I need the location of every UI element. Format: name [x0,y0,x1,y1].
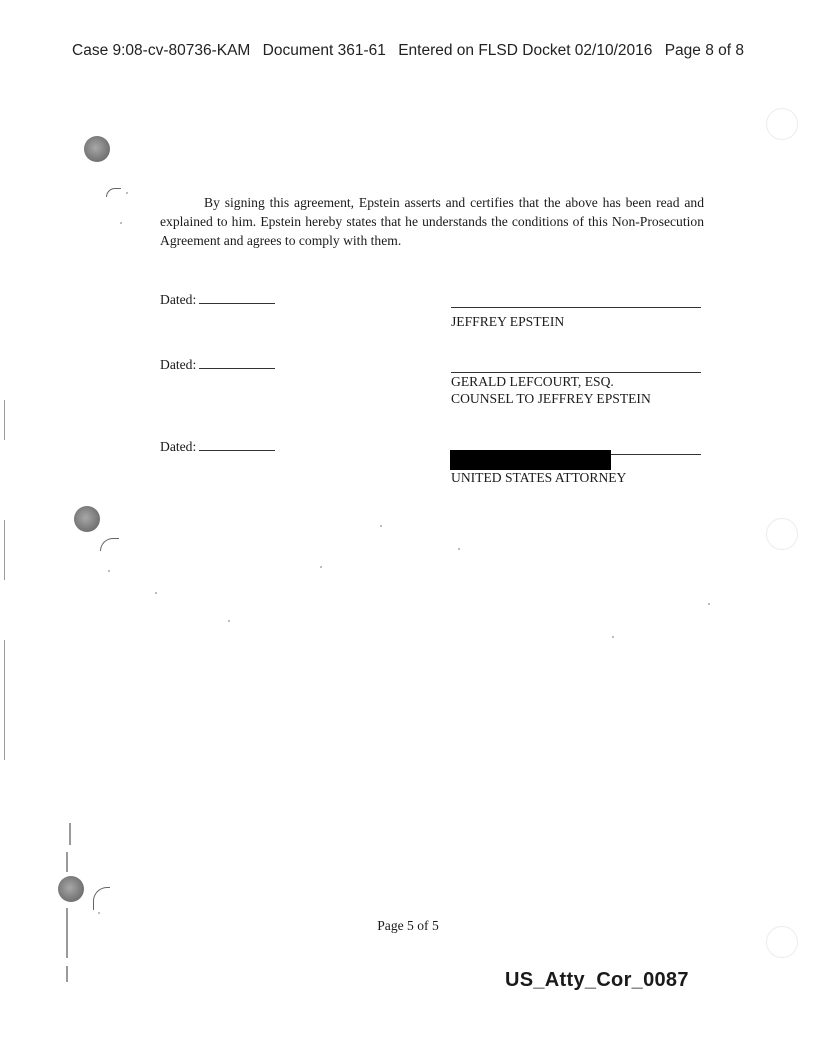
page-number: Page 5 of 5 [377,918,439,933]
scan-speck [120,222,122,224]
dated-field-3 [160,438,275,455]
punch-hole-middle [74,506,100,532]
signer-name-2: GERALD LEFCOURT, ESQ. [451,374,614,389]
docket-page-number: Page 8 of 8 [664,42,744,59]
redaction-box [450,450,611,470]
signature-line-1 [451,307,701,308]
dated-field-1 [160,291,275,308]
scan-mark [93,887,110,910]
ghost-hole-middle [766,518,798,550]
scan-speck [126,192,128,194]
scan-speck [228,620,230,622]
bates-number: US_Atty_Cor_0087 [505,969,689,991]
scan-speck [98,912,100,914]
date-blank [199,356,275,369]
signer-title-2: COUNSEL TO JEFFREY EPSTEIN [451,391,651,406]
signer-name-1: JEFFREY EPSTEIN [451,314,565,329]
dated-label: Dated: [160,292,197,307]
certification-paragraph [160,193,704,250]
punch-hole-bottom [58,876,84,902]
dated-label: Dated: [160,439,197,454]
scan-mark [4,640,5,760]
scan-speck [612,636,614,638]
punch-hole-top [84,136,110,162]
date-blank [199,291,275,304]
scan-mark [4,520,5,580]
signer-title-3: UNITED STATES ATTORNEY [451,470,627,485]
scan-mark [100,538,119,551]
scan-speck [380,525,382,527]
case-number: Case 9:08-cv-80736-KAM [72,42,251,59]
scan-speck [155,592,157,594]
date-blank [199,438,275,451]
dated-label: Dated: [160,357,197,372]
scan-mark [4,400,5,440]
scan-mark [66,966,68,982]
scan-speck [458,548,460,550]
scan-speck [320,566,322,568]
docket-entry: Entered on FLSD Docket 02/10/2016 [398,42,653,59]
scan-mark [69,823,71,845]
scan-mark [106,188,121,197]
scan-speck [108,570,110,572]
document-number: Document 361-61 [262,42,386,59]
docket-header [0,42,816,60]
ghost-hole-top [766,108,798,140]
dated-field-2 [160,356,275,373]
certification-text: By signing this agreement, Epstein asserts and certifies that the above has been read and explained to him. Epstein hereby states that he understands the conditions of this Non-Prosecution Agreement and agrees to comply with them. [160,195,704,248]
scan-speck [708,603,710,605]
scan-mark [66,852,68,872]
